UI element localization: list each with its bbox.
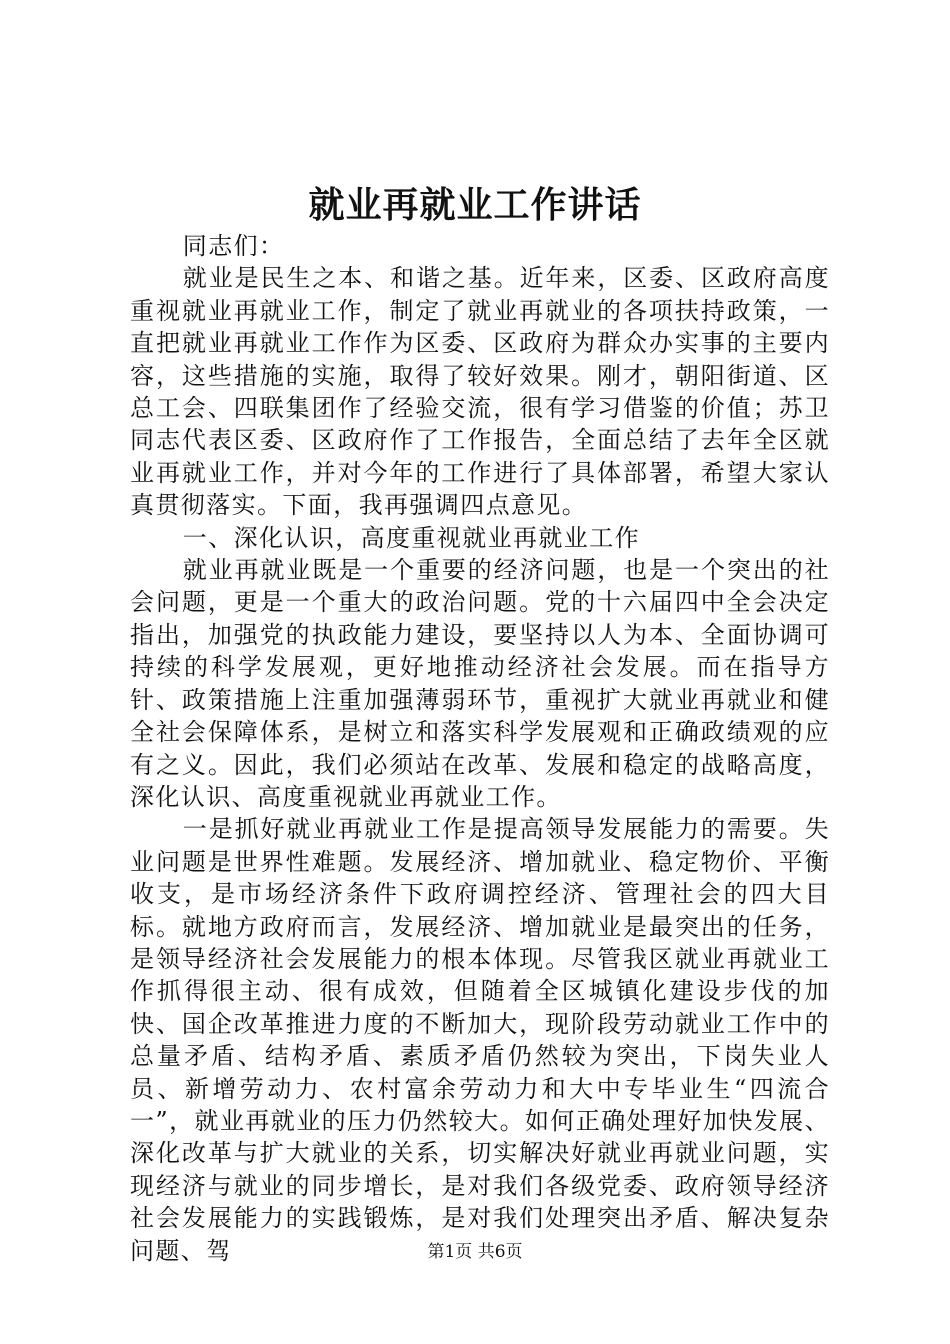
- salutation: 同志们：: [182, 232, 285, 260]
- document-title: 就业再就业工作讲话: [308, 184, 642, 226]
- paragraph-point-1: 一是抓好就业再就业工作是提高领导发展能力的需要。失业问题是世界性难题。发展经济、增加就业、稳定物价、平衡收支，是市场经济条件下政府调控经济、管理社会的四大目标。就地方政府而言，发展经济、增加就业是最突出的任务，是领导经济社会发展能力的根本体现。尽管我区就业再就业工作抓得很主动、很有成效，但随着全区城镇化建设步伐的加快、国企改革推进力度的不断加大，现阶段劳动就业工作中的总量矛盾、结构矛盾、素质矛盾仍然较为突出，下岗失业人员、新增劳动力、农村富余劳动力和大中专毕业生“四流合一”，就业再就业的压力仍然较大。如何正确处理好加快发展、深化改革与扩大就业的关系，切实解决好就业再就业问题，实现经济与就业的同步增长，是对我们各级党委、政府领导经济社会发展能力的实践锻炼，是对我们处理突出矛盾、解决复杂问题、驾: [130, 815, 830, 1265]
- document-body: [130, 230, 830, 1267]
- page-number: 第1页 共6页: [427, 1242, 523, 1262]
- paragraph-intro: 就业是民生之本、和谐之基。近年来，区委、区政府高度重视就业再就业工作，制定了就业再就业的各项扶持政策，一直把就业再就业工作作为区委、区政府为群众办实事的主要内容，这些措施的实施，取得了较好效果。刚才，朝阳街道、区总工会、四联集团作了经验交流，很有学习借鉴的价值；苏卫同志代表区委、区政府作了工作报告，全面总结了去年全区就业再就业工作，并对今年的工作进行了具体部署，希望大家认真贯彻落实。下面，我再强调四点意见。: [130, 264, 830, 520]
- section-heading-1: 一、深化认识，高度重视就业再就业工作: [182, 523, 640, 552]
- paragraph-section-1: 就业再就业既是一个重要的经济问题，也是一个突出的社会问题，更是一个重大的政治问题。党的十六届四中全会决定指出，加强党的执政能力建设，要坚持以人为本、全面协调可持续的科学发展观，更好地推动经济社会发展。而在指导方针、政策措施上注重加强薄弱环节，重视扩大就业再就业和健全社会保障体系，是树立和落实科学发展观和正确政绩观的应有之义。因此，我们必须站在改革、发展和稳定的战略高度，深化认识、高度重视就业再就业工作。: [130, 556, 830, 811]
